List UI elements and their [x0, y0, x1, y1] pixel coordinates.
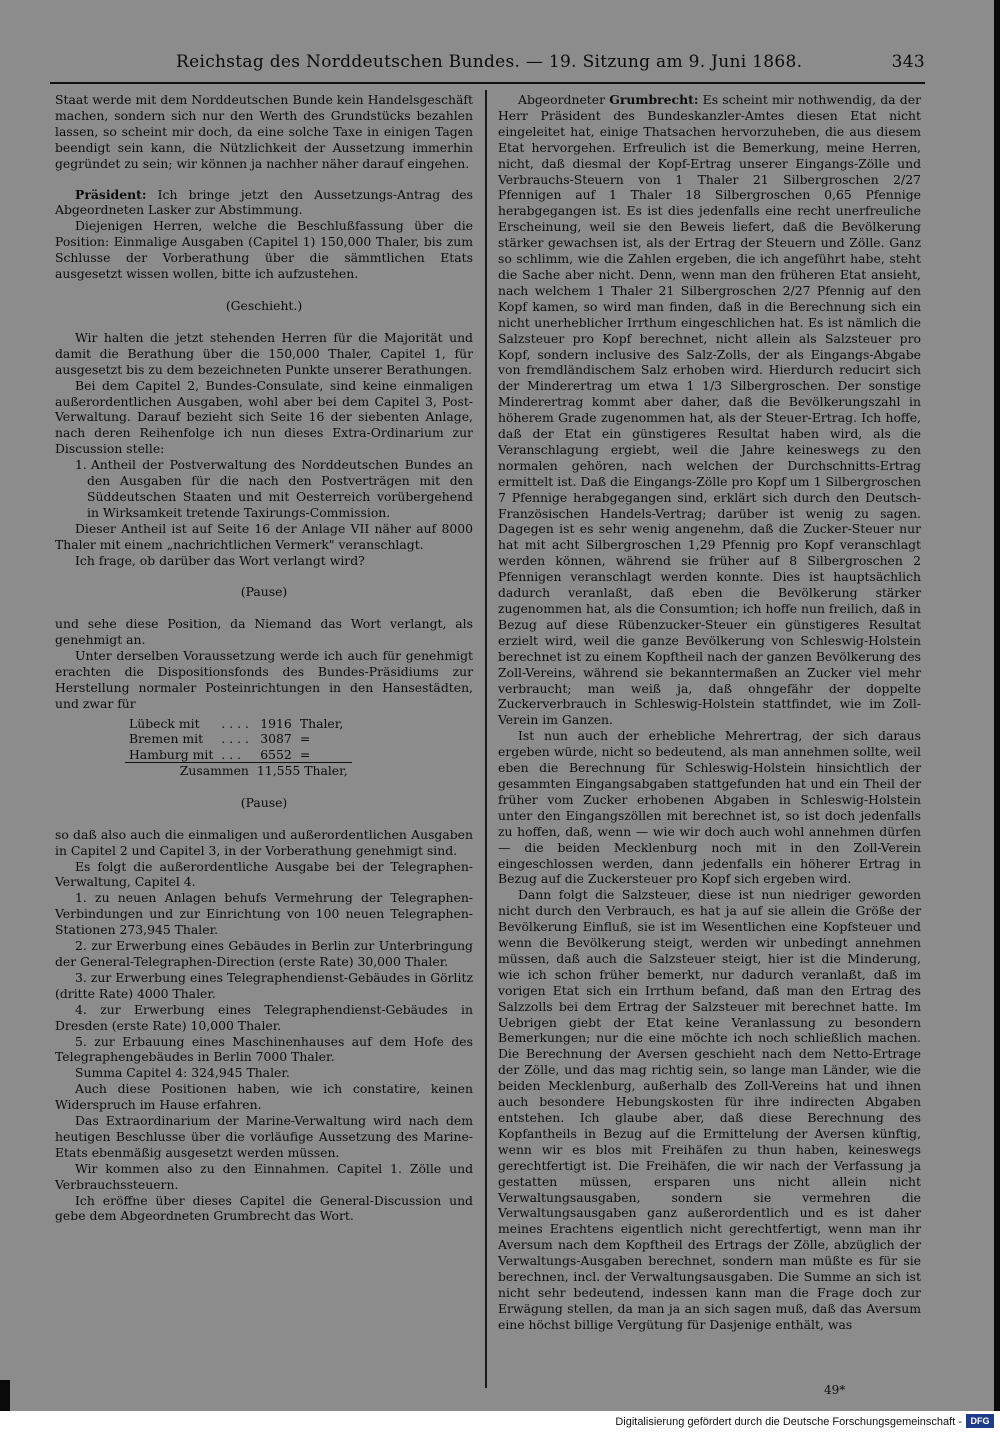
- page-number: 343: [891, 52, 925, 72]
- paragraph: Dann folgt die Salzsteuer, diese ist nun niedriger geworden nicht durch den Verbrauch, es hat ja auf sie allein die Größe der Bevölkerung Einfluß, sie ist im Wesentlichen eine Kopfsteuer und wenn die Bevölkerung steigt, werden wir unbedingt annehmen müssen, daß auch die Salzsteuer steigt, hier ist die Minderung, wie ich schon früher bemerkt, nur dadurch veranlaßt, daß im vorigen Etat sich ein Irrthum befand, daß man den Ertrag des Salzzolls bei dem Ertrag der Salzsteuer mit berechnet hatte. Im Uebrigen giebt der Etat keine Veranlassung zu besondern Bemerkungen; nur die eine möchte ich noch schließlich machen. Die Berechnung der Aversen geschieht nach dem Netto-Ertrage der Zölle, und das mag richtig sein, so lange man Länder, wie die beiden Mecklenburg, außerhalb des Zoll-Vereins hat und ihnen auch besondere Hebungskosten für ihre indirecten Abgaben entstehen. Ich glaube aber, daß diese Berechnung des Kopfantheils in Bezug auf die Ermittelung der Aversen künftig, wenn wir es blos mit Freihäfen zu thun haben, keineswegs gerechtfertigt ist. Die Freihäfen, die wir nach der Verfassung ja gestatten müssen, ersparen uns nicht allein nicht Verwaltungsausgaben, sondern sie vermehren die Verwaltungsausgaben ganz außerordentlich und es ist daher meines Erachtens eigentlich nicht gerechtfertigt, wenn man ihr Aversum nach dem Kopftheil des Ertrags der Zölle, abzüglich der Verwaltungs-Ausgaben berechnet, sondern man müßte es für sie berechnen, incl. der Verwaltungsausgaben. Die Summe an sich ist nicht sehr bedeutend, indessen kann man die Frage doch zur Erwägung stellen, da man ja an sich sagen muß, daß das Aversum eine höchst billige Vergütung für Dasjenige enthält, was: [498, 887, 921, 1332]
- unit-cell: =: [299, 731, 311, 747]
- list-number: 1.: [75, 457, 87, 473]
- speaker-name: Präsident:: [75, 186, 147, 202]
- stage-direction: (Pause): [240, 794, 288, 810]
- scan-edge-right: [994, 0, 1000, 1411]
- unit-cell: =: [299, 746, 311, 762]
- paragraph: 4. zur Erwerbung eines Telegraphendienst-Gebäudes in Dresden (erste Rate) 10,000 Thaler.: [55, 1001, 473, 1033]
- digitization-credit: Digitalisierung gefördert durch die Deutsche Forschungsgemeinschaft -: [615, 1416, 962, 1428]
- paragraph: Dieser Antheil ist auf Seite 16 der Anlage VII näher auf 8000 Thaler mit einem „nachrichtlichen Vermerk" veranschlagt.: [55, 520, 473, 552]
- paragraph: Ich eröffne über dieses Capitel die General-Discussion und gebe dem Abgeordneten Grumbrecht das Wort.: [55, 1192, 473, 1224]
- scan-edge-left: [0, 1380, 10, 1411]
- paragraph: 2. zur Erwerbung eines Gebäudes in Berlin zur Unterbringung der General-Telegraphen-Direction (erste Rate) 30,000 Thaler.: [55, 938, 473, 969]
- paragraph: Es folgt die außerordentliche Ausgabe bei der Telegraphen-Verwaltung, Capitel 4.: [55, 858, 473, 890]
- dots-cell: . . . .: [221, 731, 249, 747]
- table-row: [125, 716, 352, 732]
- paragraph: Wir halten die jetzt stehenden Herren für die Majorität und damit die Berathung über die 150,000 Thaler, Capitel 1, für ausgesetzt bis zu dem bezeichneten Punkte unserer Berathungen.: [55, 329, 473, 377]
- paragraph: 3. zur Erwerbung eines Telegraphendienst-Gebäudes in Görlitz (dritte Rate) 4000 Thaler.: [55, 969, 473, 1001]
- stage-direction: (Pause): [240, 584, 288, 600]
- paragraph: Ich frage, ob darüber das Wort verlangt wird?: [75, 552, 365, 568]
- city-cell: Lübeck mit: [129, 715, 200, 731]
- amount-cell: 3087: [260, 731, 292, 747]
- paragraph: Diejenigen Herren, welche die Beschlußfassung über die Position: Einmalige Ausgaben (Capitel 1) 150,000 Thaler, bis zum Schlusse der Vorberathung über die sämmtlichen Etats ausgesetzt wissen wollen, bitte ich aufzustehen.: [55, 218, 473, 282]
- column-divider: [485, 90, 487, 1388]
- dfg-logo: DFG: [966, 1414, 994, 1428]
- paragraph: Wir kommen also zu den Einnahmen. Capitel 1. Zölle und Verbrauchssteuern.: [55, 1160, 473, 1192]
- dots-cell: . . .: [221, 746, 242, 762]
- paragraph: Unter derselben Voraussetzung werde ich auch für genehmigt erachten die Dispositionsfonds des Bundes-Präsidiums zur Herstellung normaler Posteinrichtungen in den Hansestädten, und zwar für: [55, 648, 473, 711]
- dots-cell: . . . .: [221, 715, 249, 731]
- paragraph: 1. zu neuen Anlagen behufs Vermehrung der Telegraphen-Verbindungen und zur Einrichtung von 100 neuen Telegraphen-Stationen 273,945 Thaler.: [55, 890, 473, 938]
- city-cell: Hamburg mit: [129, 746, 214, 762]
- paragraph: Bei dem Capitel 2, Bundes-Consulate, sind keine einmaligen außerordentlichen Ausgaben, wohl aber bei dem Capitel 3, Post-Verwaltung. Darauf bezieht sich Seite 16 der siebenten Anlage, nach deren Reihenfolge ich nun dieses Extra-Ordinarium zur Discussion stelle:: [55, 377, 473, 457]
- paragraph: Auch diese Positionen haben, wie ich constatire, keinen Widerspruch im Hause erfahren.: [55, 1081, 473, 1113]
- hanseatic-funds-table: [125, 716, 352, 779]
- table-row: [125, 747, 352, 763]
- paragraph: Staat werde mit dem Norddeutschen Bunde kein Handelsgeschäft machen, sondern sich nur den Werth des Grundstücks bezahlen lassen, so scheint mir doch, da eine solche Taxe in einigen Tagen beendigt sein kann, die Nützlichkeit der Aussetzung immerhin gegründet zu sein; wir können ja nachher näher darauf eingehen.: [55, 92, 473, 171]
- header-rule: [50, 82, 925, 84]
- amount-cell: 1916: [260, 715, 292, 731]
- paragraph: [498, 92, 921, 728]
- paragraph-text: Es scheint mir nothwendig, da der Herr Präsident des Bundeskanzler-Amtes diesen Etat nicht eingeleitet hat, einige Thatsachen hervorzuheben, die aus diesem Etat hervorgehen. Erfreulich ist die Bemerkung, meine Herren, nicht, daß diesmal der Kopf-Ertrag unserer Eingangs-Zölle und Verbrauchs-Steuern von 1 Thaler 21 Silbergroschen 2/27 Pfennigen auf 1 Thaler 18 Silbergroschen 0,65 Pfennige herabgegangen ist. Es ist dies jedenfalls eine recht unerfreuliche Erscheinung, weil sie den Beweis liefert, daß die Bevölkerung stärker gewachsen ist, als der Ertrag der Steuern und Zölle. Ganz so schlimm, wie die Zahlen ergeben, die ich angeführt habe, steht die Sache aber nicht. Denn, wenn man den früheren Etat ansieht, nach welchem 1 Thaler 21 Silbergroschen 2/27 Pfennig auf den Kopf kamen, so wird man finden, daß in die Berechnung sich ein nicht unerheblicher Irrthum eingeschlichen hat. Es ist nämlich die Salzsteuer pro Kopf berechnet, nicht allein als Salzsteuer pro Kopf, sondern inclusive des Salz-Zolls, der als Eingangs-Abgabe von fremdländischem Salz erhoben wird. Hierdurch reducirt sich der Minderertrag um etwa 1 1/3 Silbergroschen. Der sonstige Minderertrag kommt aber daher, daß die Bevölkerungszahl in höherem Grade zugenommen hat, als der Steuer-Ertrag. Ich hoffe, daß der Etat ein günstigeres Resultat haben wird, als die Veranschlagung ergiebt, weil die Jahre keineswegs zu den normalen gehören, nach welchen der Durchschnitts-Ertrag ermittelt ist. Daß die Eingangs-Zölle pro Kopf um 1 Silbergroschen 7 Pfennige herabgegangen sind, erklärt sich durch den Deutsch-Französischen Handels-Vertrag; darüber ist wenig zu sagen. Dagegen ist es sehr wenig angenehm, daß die Zucker-Steuer nur hat mit acht Silbergroschen 1,29 Pfennig pro Kopf veranschlagt werden können, während sie früher auf 8 Silbergroschen 2 Pfennigen veranschlagt werden konnte. Dies ist hauptsächlich dadurch veranlaßt, daß eben die Bevölkerung stärker zugenommen hat, als die Consumtion; ich hoffe nun freilich, daß in Bezug auf diese Rübenzucker-Steuer ein günstigeres Resultat erzielt wird, weil die ganze Bevölkerung von Schleswig-Holstein berechnet ist zu einem Kopftheil nach der ganzen Bevölkerung des Zoll-Vereins, während sie bekanntermaßen an Zucker viel mehr verbraucht; man weiß ja, daß ohngefähr der doppelte Zuckerverbrauch in Schleswig-Holstein stattfindet, wie im Zoll-Verein im Ganzen.: [498, 92, 921, 728]
- paragraph: und sehe diese Position, da Niemand das Wort verlangt, als genehmigt an.: [55, 616, 473, 648]
- paragraph: 5. zur Erbauung eines Maschinenhauses auf dem Hofe des Telegraphengebäudes in Berlin 7000 Thaler.: [55, 1033, 473, 1065]
- total-label: Zusammen: [125, 763, 253, 779]
- speaker-name: Grumbrecht:: [609, 92, 699, 107]
- right-column: [498, 92, 921, 1333]
- table-row: [125, 731, 352, 747]
- speaker-prefix: Abgeordneter: [518, 92, 610, 107]
- paragraph-text: Ich bringe jetzt den Aussetzungs-Antrag des Abgeordneten Lasker zur Abstimmung.: [55, 186, 473, 218]
- running-header: [50, 52, 925, 78]
- table-total-row: [125, 763, 352, 779]
- list-item-text: Antheil der Postverwaltung des Norddeutschen Bundes an den Ausgaben für die nach den Postverträgen mit den Süddeutschen Staaten und mit Oesterreich vorübergehend in Wirksamkeit tretende Taxirungs-Commission.: [87, 457, 473, 520]
- paragraph: [55, 187, 473, 219]
- paragraph: Das Extraordinarium der Marine-Verwaltung wird nach dem heutigen Beschlusse über die vorläufige Aussetzung des Marine-Etats ebenmäßig ausgesetzt werden müssen.: [55, 1113, 473, 1160]
- paragraph: Summa Capitel 4: 324,945 Thaler.: [75, 1065, 290, 1081]
- amount-cell: 6552: [260, 746, 292, 762]
- left-column: [55, 92, 473, 1224]
- city-cell: Bremen mit: [129, 731, 204, 747]
- total-amount: 11,555 Thaler,: [253, 763, 352, 779]
- paragraph: so daß also auch die einmaligen und außerordentlichen Ausgaben in Capitel 2 und Capitel 3, in der Vorberathung genehmigt sind.: [55, 826, 473, 858]
- stage-direction: (Geschieht.): [225, 297, 303, 313]
- unit-cell: Thaler,: [299, 715, 344, 731]
- paragraph: Ist nun auch der erhebliche Mehrertrag, der sich daraus ergeben würde, nicht so bedeutend, als man annehmen sollte, weil eben die Berechnung für Schleswig-Holstein hinsichtlich der gesammten Eingangsabgaben stattgefunden hat und ein Theil der früher vom Zucker erhobenen Abgaben in Schleswig-Holstein unter den Eingangszöllen mit berechnet ist, so ist doch jedenfalls zu hoffen, daß, wenn — wie wir doch auch wohl annehmen dürfen — die beiden Mecklenburg noch mit in den Zoll-Verein eingeschlossen werden, dann jedenfalls ein höherer Ertrag in Bezug auf die Zuckersteuer pro Kopf sich ergeben wird.: [498, 728, 921, 887]
- list-item: [55, 457, 473, 521]
- printer-signature: 49*: [824, 1383, 846, 1397]
- header-title: Reichstag des Norddeutschen Bundes. — 19. Sitzung am 9. Juni 1868.: [176, 52, 803, 72]
